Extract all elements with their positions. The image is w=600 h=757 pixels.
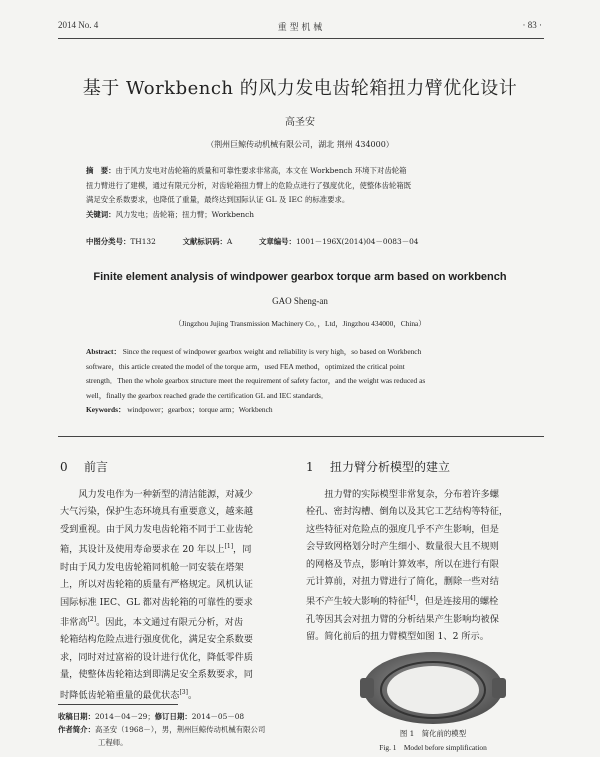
doc-label: 文献标识码： [182, 237, 227, 246]
abstract-en-line: strength．Then the whole gearbox structure meet the requirement of safety factor，and the weight was reduced as [86, 376, 426, 385]
figure-1-caption-cn: 图 1 简化前的模型 [399, 729, 467, 738]
body-text: 。因此，本文通过有限元分析，对齿 [96, 616, 244, 628]
abstract-cn-line: 满足安全系数要求，也降低了重量，最终达到国际认证 GL 及 IEC 的标准要求。 [86, 195, 350, 204]
body-line: 会导致网格划分时产生细小、数量很大且不规则 [306, 541, 499, 553]
author-cn: 高圣安 [285, 117, 315, 128]
body-line: 扭力臂的实际模型非常复杂，分布着许多螺 [324, 489, 499, 500]
abstract-cn-line: 扭力臂进行了建模，通过有限元分析，对齿轮箱扭力臂上的危险点进行了强度优化，使整体齿轮箱既 [86, 180, 412, 190]
section-0-number: 0 [60, 460, 68, 474]
clc-value: TH132 [130, 237, 156, 246]
abstract-en-line: well，finally the gearbox reached grade the certification GL and IEC standards． [86, 390, 329, 400]
body-line: 量，使整体齿轮箱达到即满足安全系数要求，同 [60, 669, 253, 681]
body-line: 受到重视。由于风力发电齿轮箱不同于工业齿轮 [60, 523, 253, 535]
abstract-cn-line: 由于风力发电对齿轮箱的质量和可靠性要求非常高，本文在 Workbench 环境下对齿轮箱 [115, 166, 407, 175]
section-1-number: 1 [306, 460, 314, 474]
issue-label: 2014 No. 4 [58, 20, 99, 30]
revised-label: 修订日期： [154, 712, 192, 721]
revised-date: 2014－05－08 [191, 712, 245, 721]
abstract-en-line: software，this article created the model of the torque arm，used FEA method，optimized the critical point [86, 361, 405, 371]
citation: [2] [87, 615, 97, 623]
author-bio-cont: 工程师。 [98, 738, 128, 747]
body-rule [58, 436, 544, 437]
body-line: 时由于风力发电齿轮箱同机舱一同安装在塔架 [60, 561, 244, 573]
section-1-heading [306, 458, 450, 475]
body-line: 留。简化前后的扭力臂模型如图 1、2 所示。 [306, 631, 489, 643]
body-line: 这些特征对危险点的强度几乎不产生影响，但是 [306, 523, 499, 535]
body-line [306, 590, 542, 610]
author-bio-label: 作者简介： [58, 725, 95, 734]
received-date: 2014－04－29； [94, 712, 155, 721]
body-line: 轮箱结构危险点进行强度优化，满足安全系数要 [60, 634, 253, 646]
author-en: GAO Sheng-an [272, 296, 328, 306]
torque-arm-left-lug [360, 678, 374, 698]
header-rule [58, 38, 544, 39]
journal-name: 重 型 机 械 [277, 23, 323, 33]
section-1-body [306, 486, 542, 646]
body-text: ，但是连接用的螺栓 [415, 596, 499, 608]
title-cn: 基于 Workbench 的风力发电齿轮箱扭力臂优化设计 [82, 78, 518, 99]
keywords-en: windpower；gearbox；torque arm；Workbench [127, 405, 273, 414]
citation: [1] [224, 543, 234, 551]
body-line: 风力发电作为一种新型的清洁能源，对减少 [78, 489, 253, 500]
clc-label: 中图分类号： [86, 237, 131, 246]
abstract-cn [86, 164, 514, 222]
keywords-en-label: Keywords： [86, 405, 126, 414]
abstract-en [86, 345, 514, 418]
torque-arm-right-lug [492, 678, 506, 698]
body-line [60, 611, 292, 631]
article-label: 文章编号： [258, 237, 296, 246]
affiliation-cn: （荆州巨鲸传动机械有限公司，湖北 荆州 434000） [206, 140, 394, 149]
body-line: 的网格及节点，影响计算效率，所以在进行有限 [306, 558, 499, 570]
body-text: 。 [187, 689, 198, 701]
affiliation-en: （Jingzhou Jujing Transmission Machinery Co．，Ltd，Jingzhou 434000，China） [174, 319, 426, 328]
footnote-rule [58, 704, 178, 705]
title-en: Finite element analysis of windpower gearbox torque arm based on workbench [93, 271, 507, 283]
body-line: 大气污染，保护生态环境具有重要意义，越来越 [60, 506, 253, 518]
abstract-en-line: Since the request of windpower gearbox weight and reliability is very high，so based on Workbench [122, 347, 422, 356]
body-line: 元计算前，对扭力臂进行了简化，删除一些对结 [306, 576, 499, 588]
doc-value: A [226, 237, 233, 246]
body-text: 果不产生较大影响的特征 [306, 596, 408, 608]
figure-1-image [358, 648, 508, 728]
body-text: 非常高 [60, 616, 88, 628]
keywords-cn-label: 关键词： [86, 209, 116, 219]
body-text: 箱，其设计及使用寿命要求在 20 年以上 [60, 544, 225, 556]
body-text: ，同 [233, 544, 252, 556]
page-number: · 83 · [522, 20, 542, 30]
received-label: 收稿日期： [58, 712, 95, 721]
body-text: 时降低齿轮箱重量的最优状态 [60, 689, 180, 701]
abstract-en-label: Abstract： [86, 347, 121, 356]
section-0-heading [60, 458, 108, 475]
body-line: 孔等因其会对扭力臂的分析结果产生影响均被保 [306, 613, 499, 625]
footnote [58, 710, 328, 749]
abstract-cn-label: 摘 要： [86, 166, 116, 175]
body-line: 栓孔、密封沟槽、倒角以及其它工艺结构等特征， [306, 506, 509, 518]
body-line: 国际标准 IEC、GL 都对齿轮箱的可靠性的要求 [60, 596, 253, 608]
article-value: 1001－196X(2014)04－0083－04 [295, 237, 419, 246]
citation: [3] [179, 688, 188, 696]
body-line: 上，所以对齿轮箱的质量有严格规定。风机认证 [60, 579, 253, 591]
classification-row [86, 236, 419, 247]
citation: [4] [407, 595, 416, 603]
body-line [60, 538, 292, 558]
figure-1-caption-en: Fig. 1 Model before simplification [379, 743, 487, 752]
body-line [60, 684, 292, 704]
section-0-title: 前言 [84, 460, 109, 474]
keywords-cn: 风力发电；齿轮箱；扭力臂；Workbench [115, 209, 254, 219]
section-1-title: 扭力臂分析模型的建立 [330, 460, 451, 474]
author-bio: 高圣安（1968－），男，荆州巨鲸传动机械有限公司 [94, 725, 266, 734]
body-line: 求，同时对过富裕的设计进行优化，降低零件质 [60, 651, 253, 663]
torque-arm-bore [387, 666, 479, 714]
section-0-body [60, 486, 292, 704]
